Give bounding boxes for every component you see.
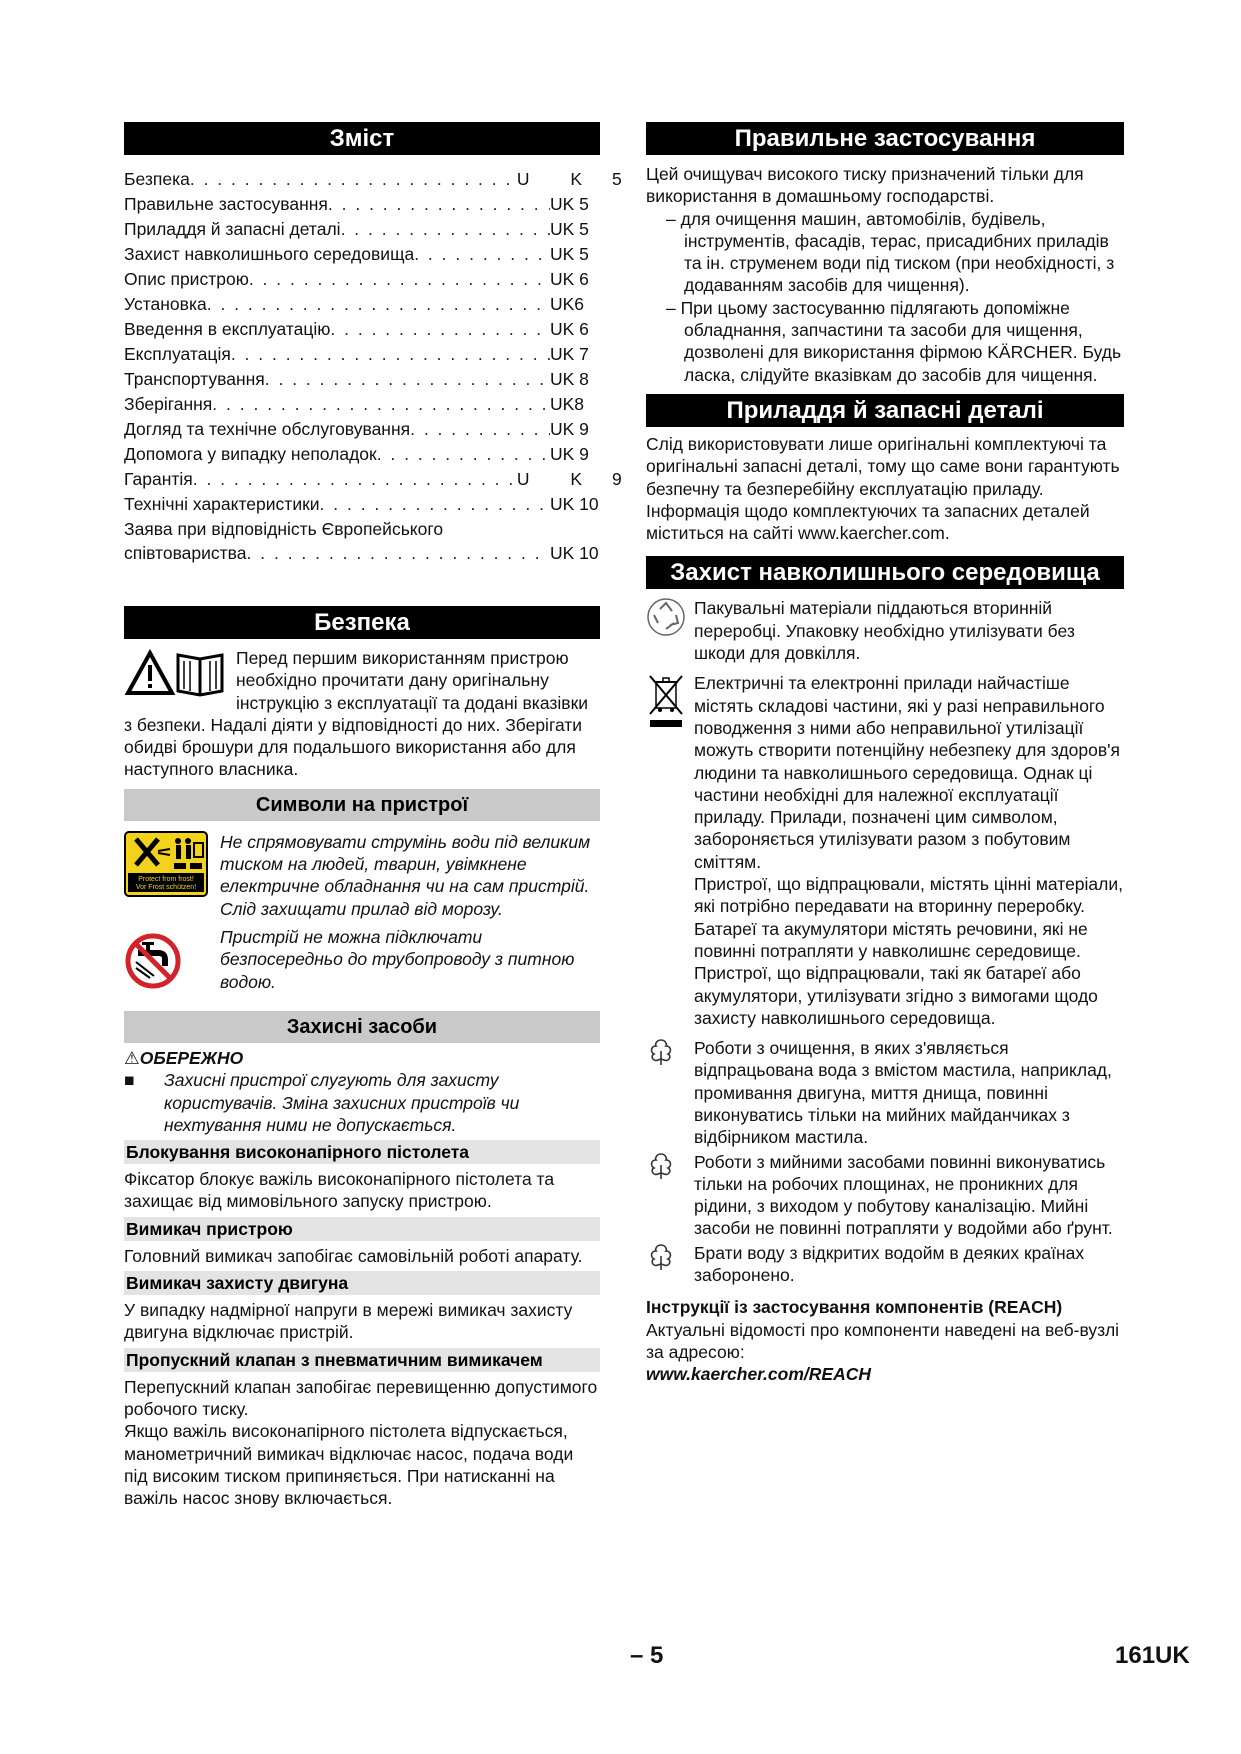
toc-item-page: UK 7 [550, 344, 589, 364]
left-column [124, 122, 600, 1509]
toc-item[interactable] [124, 467, 600, 492]
environment-tree-icon [646, 1037, 676, 1067]
no-drinking-water-connection-icon [124, 932, 182, 990]
svg-text:Vor Frost schützen!: Vor Frost schützen! [135, 883, 197, 891]
toc-heading: Зміст [124, 122, 600, 155]
toc-item-page: UK 6 [550, 269, 589, 289]
caution-block: ⚠ОБЕРЕЖНО ■ Захисні пристрої слугують для захисту користувачів. Зміна захисних пристроїв чи нехтування ними не допускається. [124, 1047, 520, 1135]
symbol-no-drinking-water: Пристрій не можна підключати безпосередньо до трубопроводу з питною водою. [124, 926, 600, 995]
toc-item[interactable] [124, 167, 600, 192]
usage-dash-1: – для очищення машин, автомобілів, будівель, інструментів, фасадів, терас, присадибних приладів та ін. струменем води під тиском (при необхідності, з додаванням засобів для чищення). [666, 208, 1115, 296]
env-item-oil: Роботи з очищення, в яких з'являється відпрацьована вода з вмістом мастила, наприклад, промивання двигуна, миття днища, повинні виконуватись тільки на мийних майданчиках з відбірником мастила. [646, 1037, 1124, 1148]
toc-item-label: Установка [124, 294, 207, 314]
page-number: – 5 [630, 1642, 664, 1669]
toc-item-label: Догляд та технічне обслуговування [124, 419, 411, 439]
usage-intro: Цей очищувач високого тиску призначений тільки для використання в домашньому господарстві. [646, 164, 1084, 207]
toc-item-page: UK 10 [550, 494, 599, 514]
toc-stray-number: 5 [612, 169, 622, 189]
toc-item-label: Технічні характеристики [124, 494, 320, 514]
caution-triangle-icon: ⚠ [124, 1047, 140, 1068]
reach-text: Актуальні відомості про компоненти наведені на веб-вузлі за адресою: [646, 1319, 1120, 1362]
toc-item[interactable] [124, 292, 600, 317]
no-spray-frost-icon [124, 831, 208, 897]
usage-dash-2: – При цьому застосуванню підлягають допоміжне обладнання, запчастини та засоби для чищення, дозволені для використання фірмою KÄRCHER. Будь ласка, слідуйте вказівкам до засобів для чищення. [666, 297, 1122, 385]
symbol-no-spray: Protect from frost! Vor Frost schützen! Не спрямовувати струмінь води під великим тиском на людей, тварин, увімкнене електричне обладнання чи на сам пристрій. Слід захищати прилад від морозу. [124, 831, 600, 920]
protective-heading: Захисні засоби [124, 1011, 600, 1043]
toc-item-label: співтовариства [124, 543, 247, 563]
toc-item[interactable] [124, 342, 600, 367]
env-item-weee: Електричні та електронні прилади найчастіше містять складові частини, які у разі неправильного поводження з ними або неправильної утилізації можуть створити потенційну небезпеку для здоров'я людини та навколишнього середовища. Однак ці частини необхідні для належної експлуатації приладу. Прилади, позначені цим символом, забороняється утилізувати разом з побутовим сміттям. Пристрої, що відпрацювали, містять цінні матеріали, які потрібно передавати на вторинну переробку. Батареї та акумулятори містять речовини, які не повинні потрапляти у навколишнє середовище. Пристрої, що відпрацювали, такі як батареї або акумулятори, утилізувати згідно з вимогами щодо захисту навколишнього середовища. [646, 672, 1124, 1029]
toc-item-label: Безпека [124, 169, 190, 189]
toc-list [124, 167, 600, 517]
recycling-icon [646, 597, 686, 637]
toc-item[interactable] [124, 492, 600, 517]
toc-item[interactable] [124, 367, 600, 392]
env-item-detergent: Роботи з мийними засобами повинні виконуватись тільки на робочих площинах, не проникних для рідини, з виходом у побутову каналізацію. Мийні засоби не повинні потрапляти у водойми або ґрунт. [646, 1151, 1124, 1240]
toc-item-page: UK 9 [550, 444, 589, 464]
usage-heading: Правильне застосування [646, 122, 1124, 155]
safety-heading: Безпека [124, 606, 600, 639]
accessories-heading: Приладдя й запасні деталі [646, 394, 1124, 427]
toc-item-page: UK8 [550, 394, 585, 414]
toc-item-page: UK 6 [550, 319, 589, 339]
lock-heading: Блокування високонапірного пістолета [124, 1140, 600, 1164]
page-code: 161UK [1115, 1642, 1190, 1669]
toc-item[interactable] [124, 417, 600, 442]
reach-link[interactable]: www.kaercher.com/REACH [646, 1364, 871, 1385]
valve-text-2: Якщо важіль високонапірного пістолета відпускається, манометричний вимикач відключає насос, подача води під високим тиском припиняється. При натисканні на важіль насос знову включається. [124, 1421, 574, 1509]
toc-item-label: Зберігання [124, 394, 213, 414]
valve-text-1: Перепускний клапан запобігає перевищенню допустимого робочого тиску. [124, 1376, 598, 1419]
toc-item-page: U K [516, 469, 600, 489]
toc-item-label: Опис пристрою [124, 269, 249, 289]
environment-tree-icon [646, 1242, 676, 1272]
svg-text:Protect from frost!: Protect from frost! [138, 875, 194, 883]
env-item-water: Брати воду з відкритих водойм в деяких країнах заборонено. [646, 1242, 1124, 1287]
toc-item[interactable] [124, 317, 600, 342]
env-item-recycling: Пакувальні матеріали піддаються вторинній переробці. Упаковку необхідно утилізувати без шкоди для довкілля. [646, 597, 1124, 664]
toc-item-label: Приладдя й запасні деталі [124, 219, 341, 239]
warning-read-manual-icon [124, 647, 226, 697]
valve-heading: Пропускний клапан з пневматичним вимикачем [124, 1348, 600, 1372]
toc-item-label: Допомога у випадку неполадок [124, 444, 377, 464]
toc-item-label: Правильне застосування [124, 194, 328, 214]
toc-item-label: Введення в експлуатацію [124, 319, 331, 339]
safety-intro: Перед першим використанням пристрою необхідно прочитати дану оригінальну інструкцію з експлуатації та додані вказівки з безпеки. Надалі діяти у відповідності до них. Зберігати обидві брошури для подальшого використання або для наступного власника. [124, 648, 588, 780]
symbols-heading: Символи на пристрої [124, 789, 600, 821]
toc-item-page: UK 9 [550, 419, 589, 439]
crossed-bin-icon [646, 672, 686, 730]
lock-text: Фіксатор блокує важіль високонапірного пістолета та захищає від мимовільного запуску пристрою. [124, 1169, 555, 1212]
toc-item[interactable] [124, 217, 600, 242]
toc-item-label: Захист навколишнього середовища [124, 244, 415, 264]
environment-tree-icon [646, 1151, 676, 1181]
toc-item-declaration[interactable] [124, 517, 600, 564]
switch-text: Головний вимикач запобігає самовільній роботі апарату. [124, 1245, 583, 1266]
toc-item[interactable] [124, 242, 600, 267]
toc-item-page: UK 10 [550, 543, 599, 563]
toc-item-label: Гарантія [124, 469, 193, 489]
motor-heading: Вимикач захисту двигуна [124, 1271, 600, 1295]
toc-item-page: UK 5 [550, 194, 589, 214]
accessories-text-2: Інформація щодо комплектуючих та запасних деталей міститься на сайті www.kaercher.com. [646, 500, 1090, 544]
toc-item-label: Заява при відповідність Європейського [124, 519, 444, 539]
toc-item[interactable] [124, 392, 600, 417]
motor-text: У випадку надмірної напруги в мережі вимикач захисту двигуна відключає пристрій. [124, 1300, 573, 1343]
bullet-square-icon: ■ [124, 1070, 135, 1091]
environment-heading: Захист навколишнього середовища [646, 556, 1124, 589]
toc-item-page: UK 5 [550, 244, 589, 264]
accessories-text-1: Слід використовувати лише оригінальні комплектуючі та оригінальні запасні деталі, тому що саме вони гарантують безпечну та безперебійну експлуатацію приладу. [646, 433, 1120, 499]
toc-item[interactable] [124, 267, 600, 292]
toc-item-label: Експлуатація [124, 344, 231, 364]
toc-item-page: UK 8 [550, 369, 589, 389]
right-column [646, 122, 1124, 1386]
toc-item-page: UK 5 [550, 219, 589, 239]
reach-heading: Інструкції із застосування компонентів (REACH) [646, 1297, 1063, 1318]
toc-item-label: Транспортування [124, 369, 265, 389]
toc-item[interactable] [124, 442, 600, 467]
toc-item-page: U K [516, 169, 600, 189]
toc-item-page: UK6 [550, 294, 585, 314]
switch-heading: Вимикач пристрою [124, 1217, 600, 1241]
toc-stray-number: 9 [612, 469, 622, 489]
toc-item[interactable] [124, 192, 600, 217]
